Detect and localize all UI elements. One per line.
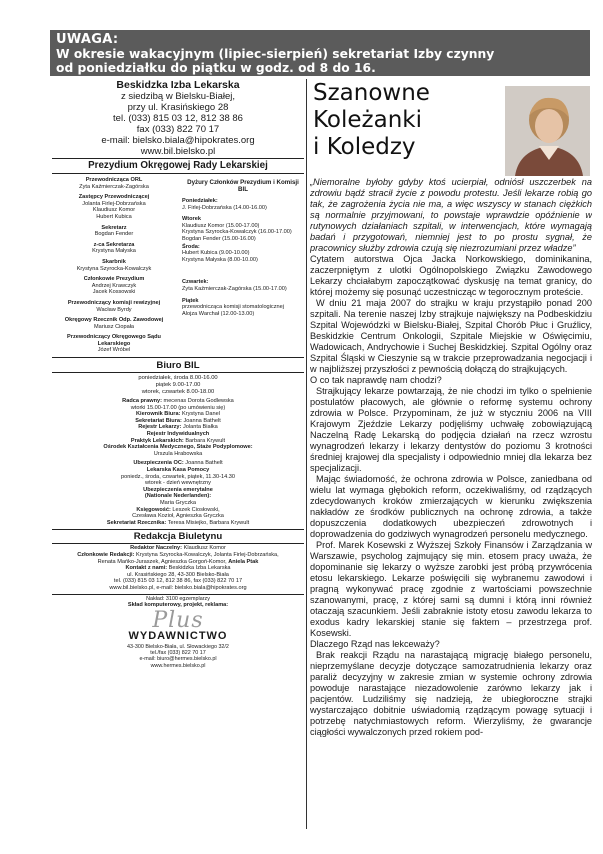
org-fax: fax (033) 822 70 17: [136, 124, 220, 135]
role-name: Mariusz Ciopała: [93, 323, 135, 330]
duty-entry: Bogdan Fender (15.00-16.00): [182, 235, 256, 242]
role-name: Zyta Kaźmierczak-Zagórska: [79, 183, 149, 190]
biuro-hours: [52, 375, 304, 396]
red-value[interactable]: www.bil.bielsko.pl, e-mail: bielsko.biala@hipokrates.org: [109, 584, 247, 591]
red-label: Członkowie Redakcji:: [77, 551, 135, 558]
notice-line-1: W okresie wakacyjnym (lipiec-sierpień) sekretariat Izby czynny: [56, 47, 495, 61]
staff-value: Maria Gryczka: [159, 499, 197, 506]
staff-label: Praktyk Lekarskich:: [130, 437, 184, 444]
staff-label: Rejestr Indywidualnych: [146, 431, 210, 438]
headline-line: Szanowne: [313, 80, 430, 106]
divider: [52, 173, 304, 174]
role-label: Członkowie Prezydium: [83, 276, 145, 283]
role-name: Józef Wróbel: [97, 347, 131, 354]
divider: [52, 372, 304, 373]
role-label: Przewodniczący Okręgowego Sądu Lekarskiego: [67, 334, 161, 347]
duty-entry: Krystyna Małyska (8.00-10.00): [182, 256, 258, 263]
duty-entry: Hubert Kubica (9.00-10.00): [182, 250, 250, 257]
red-value: Klaudiusz Komor: [183, 545, 226, 552]
article-paragraph: W dniu 21 maja 2007 do strajku w kraju przystąpiło ponad 200 szpitali. Na terenie naszej Izby strajkuje największy na Podbeskidziu Szpital Wojewódzki w Bielsku-Białej, Szpital Chorób Płuc i Gruźlicy, Beskidzkie Centrum Onkologii, Szpitale Miejskie w Oświęcimiu, Wadowicach, Andrychowie i Suchej Beskidzkiej. Szpital Ogólny oraz Szpital Śląski w Cieszynie są w trakcie przeprowadzania negocjacji i w najbliższej przyszłości z pewnością dołączą do strajkujących.: [310, 298, 592, 374]
role-name: Andrzej Krawczyk: [91, 282, 137, 289]
staff-label: Ośrodek Kształcenia Medycznego, Staże Podyplomowe:: [103, 444, 253, 451]
red-label: Kontakt z nami:: [125, 565, 168, 572]
article-paragraph: Prof. Marek Kosewski z Wyższej Szkoły Finansów i Zarządzania w Warszawie, psycholog zajmujący się min. etosem pracy uważa, że dopominanie się lekarzy o wyższe zarobki jest próbą przywrócenia etosu lekarskiego. Lekarze poświęcili się wybranemu zawodowi i pragną wykonywać pracę zgodnie z wartościami powszechnie szanowanymi, pracę, z której sami są dumni i którą inni również otaczają szacunkiem. Jeśli zabraknie istoty etosu zawodu lekarza to exodus kadry lekarskiej stanie się faktem – przestrzega prof. Kosewski.: [310, 540, 592, 638]
hours-line: piątek 9.00-17.00: [155, 382, 201, 389]
divider: [52, 543, 304, 544]
duty-day: Środa:: [182, 243, 200, 250]
role-label: Skarbnik: [102, 258, 126, 265]
duty-entry: J. Firlej-Dobrzańska (14.00-16.00): [182, 204, 267, 211]
staff-value: Krystyna Danel: [182, 411, 220, 418]
red-value-bold: Aniela Ptak: [228, 558, 259, 565]
logo-plus: Plus: [152, 607, 204, 633]
role-name: Klaudiusz Komor: [92, 207, 136, 214]
staff-label: Ubezpieczenia emerytalne: [143, 486, 213, 493]
article-question: O co tak naprawdę nam chodzi?: [310, 375, 442, 385]
red-value: Krystyna Szyrocka-Kowalczyk, Jolanta Firlej-Dobrzańska,: [136, 551, 279, 558]
article-body: [310, 177, 592, 832]
role-label: Przewodnicząca ORL: [85, 177, 143, 183]
staff-label: Ubezpieczenia OC:: [133, 460, 184, 467]
biuro-title: Biuro BIL: [156, 360, 200, 372]
org-street: przy ul. Krasińskiego 28: [127, 102, 229, 113]
staff-label: Księgowość:: [136, 506, 171, 513]
article-quote: „Niemoralne byłoby gdyby ktoś ucierpiał, odniósł uszczerbek na zdrowiu bądź stracił życie z powodu protestu. Jeśli lekarze robią go tak, że zagrożenia życia nie ma, a więc wszyscy w stanach ciężkich są normalnie przyjmowani, to powstaje wprawdzie opóźnienie w rutynowych działaniach szpitali, w interwencjach, które wymagają badań i przygotowań, niemniej jest to po prostu sygnał, że pracownicy służby zdrowia czują się niezrozumiani przez władze”: [310, 177, 592, 253]
staff-label: Lekarska Kasa Pomocy: [146, 467, 210, 473]
org-tel: tel. (033) 815 03 12, 812 38 86: [113, 113, 243, 124]
duty-day: Poniedziałek:: [182, 198, 218, 204]
role-name: Krystyna Szyrocka-Kowalczyk: [76, 265, 152, 272]
staff-value: mecenas Dorota Godlewska: [163, 398, 234, 405]
red-value: Renata Mańko-Juraszek, Agnieszka Gorgoń-Komor,: [97, 558, 227, 565]
red-value: Beskidzka Izba Lekarska: [168, 565, 231, 572]
role-name: Hubert Kubica: [96, 213, 132, 220]
staff-value: Joanna Bathelt: [185, 460, 223, 467]
article-paragraph: Strajkujący lekarze powtarzają, że nie chodzi im tylko o spełnienie postulatów płacowych, ale głównie o reformę systemu ochrony zdrowia w Polsce. Przypominam, że już w styczniu 2006 na VIII Krajowym Zjeździe Lekarzy podjęliśmy uchwałę zobowiązującą Naczelną Radę Lekarską do podjęcia działań na rzecz wzrostu wynagrodzeń lekarzy i lekarzy dentystów do poziomu 3 krotności średniej krajowej dla specjalisty i odpowiednio mniej dla lekarza bez specjalizacji.: [310, 386, 592, 473]
staff-hours: wtorek - dzień wewnętrzny: [145, 480, 211, 487]
duty-entry: Klaudiusz Komor (15.00-17.00): [182, 222, 260, 229]
red-value: ul. Krasińskiego 28, 43-300 Bielsko-Biała: [127, 571, 229, 578]
author-photo: [505, 86, 590, 176]
staff-label: (Nationale Nederlanden):: [144, 493, 212, 500]
divider: [52, 158, 304, 159]
role-name: Bogdan Fender: [94, 231, 134, 238]
role-label: Sekretarz: [101, 224, 127, 231]
article-headline: [313, 80, 493, 161]
duty-entry: Krystyna Szyrocka-Kowalczyk (16.00-17.00): [182, 229, 292, 236]
duty-day: Czwartek:: [182, 279, 209, 286]
publisher-telfax: tel./fax (033) 822 70 17: [150, 649, 206, 656]
duty-day: Piątek: [182, 297, 199, 304]
article-question: Dlaczego Rząd nas lekceważy?: [310, 639, 440, 649]
redakcja-info: [52, 545, 304, 591]
role-name: Jolanta Firlej-Dobrzańska: [82, 200, 146, 207]
notice-line-2: od poniedziałku do piątku w godz. od 8 do 16.: [56, 61, 376, 75]
notice-title: UWAGA:: [56, 32, 119, 47]
staff-value: Barbara Krywult: [185, 437, 226, 444]
duty-entry: Alojza Warchał (12.00-13.00): [182, 310, 255, 317]
hours-line: wtorek, czwartek 8.00-18.00: [141, 389, 215, 396]
staff-value: Leszek Ciosłowski,: [172, 506, 220, 513]
staff-value: Czesława Kozioł, Agnieszka Gryczka: [132, 513, 224, 520]
role-label: Okręgowy Rzecznik Odp. Zawodowej: [64, 317, 164, 324]
duty-day: Wtorek: [182, 216, 201, 223]
staff-value: Teresa Misiejko, Barbara Krywult: [167, 519, 250, 526]
staff-label: Sekretariat Rzecznika:: [106, 519, 167, 526]
headline-line: Koleżanki: [313, 107, 423, 133]
staff-label: Sekretariat Biura:: [135, 417, 182, 424]
publisher-www[interactable]: www.hermes.bielsko.pl: [150, 662, 206, 669]
logo-word: WYDAWNICTWO: [128, 629, 228, 642]
staff-label: Kierownik Biura:: [136, 411, 181, 418]
left-column: [52, 79, 304, 779]
role-name: Krystyna Małyska: [92, 248, 136, 255]
red-value: tel. (033) 815 03 12, 812 38 86, fax (033) 822 70 17: [113, 578, 243, 585]
column-divider: [306, 79, 307, 829]
publisher-logo: [108, 607, 248, 642]
duty-entry: przewodnicząca komisji stomatologicznej: [182, 304, 284, 311]
publisher-email[interactable]: e-mail: biuro@hermes.bielsko.pl: [139, 656, 217, 663]
article-paragraph: Mając świadomość, że ochrona zdrowia w Polsce, zaniedbana od wielu lat wymaga głębokich reform, oczekiwaliśmy, od rządzących zdecydowanych kroków zmierzających w kierunku zwiększenia nakładów ze środków publicznych na ochronę zdrowia, a także dopuszczenia dodatkowych ubezpieczeń zdrowotnych i doprowadzenia do godziwych wynagrodzeń personelu medycznego.: [310, 474, 592, 539]
role-name: Jacek Kossowski: [92, 289, 136, 296]
role-label: z-ca Sekretarza: [93, 241, 135, 248]
article-paragraph: Cytatem autorstwa Ojca Jacka Norkowskiego, dominikanina, zaczerpniętym z ulotki Ogólnopolskiego Związku Zawodowego Lekarzy chciałabym zapoczątkować dyskusję na temat granicy, do której możemy się posunąć uczestnicząc w tegorocznym proteście.: [310, 254, 592, 297]
hours-line: poniedziałek, środa 8.00-16.00: [138, 375, 218, 382]
publisher-addr: 43-300 Bielsko-Biała, ul. Słowackiego 32/2: [127, 643, 229, 650]
red-label: Redaktor Naczelny:: [130, 545, 183, 552]
duty-schedule: [176, 177, 304, 354]
headline-line: i Koledzy: [313, 134, 416, 160]
staff-value: Urszula Hrabowska: [153, 450, 203, 457]
presidium-roles: [52, 177, 176, 354]
staff-value: Jolanta Białka: [182, 424, 218, 431]
staff-label: Rejestr Lekarzy:: [138, 424, 182, 431]
presidium-columns: [52, 177, 304, 354]
staff-value: Joanna Bathelt: [183, 417, 221, 424]
staff-hours: wtorki 15.00-17.00 (po umówieniu się): [130, 404, 226, 411]
sklad-label: Skład komputerowy, projekt, reklama:: [127, 601, 229, 608]
staff-hours: poniedz., środa, czwartek, piątek, 11.30-14.30: [120, 473, 235, 480]
org-seat: z siedzibą w Bielsku-Białej,: [120, 91, 236, 102]
redakcja-title: Redakcja Biuletynu: [133, 531, 223, 543]
org-name: Beskidzka Izba Lekarska: [116, 79, 240, 91]
vacation-notice-banner: [50, 30, 590, 76]
role-label: Zastępcy Przewodniczącej: [78, 194, 150, 201]
duty-title: Dyżury Członków Prezydium i Komisji BIL: [187, 179, 299, 193]
divider: [52, 594, 304, 595]
org-www[interactable]: www.bil.bielsko.pl: [140, 146, 216, 157]
duty-entry: Zyta Kaźmierczak-Zagórska (15.00-17.00): [182, 285, 287, 292]
org-email[interactable]: e-mail: bielsko.biala@hipokrates.org: [101, 135, 255, 146]
divider: [52, 357, 304, 358]
role-label: Przewodniczący komisji rewizyjnej: [67, 299, 161, 306]
staff-label: Radca prawny:: [122, 398, 162, 405]
article-paragraph: Brak reakcji Rządu na narastającą migrację białego personelu, nieprzemyślane decyzje dotyczące samozatrudnienia lekarzy oraz paraliż decyzyjny w zakresie zmian w systemie ochrony zdrowia powoduje narastające niezadowolenie zarówno lekarzy jak i pacjentów. Ludziliśmy się nadzieją, że ubiegłoroczne strajki wystarczająco dobitnie uświadomią rządzącym powagę sytuacji i potrzebę natychmiastowych reform. Wierzyliśmy, że gwarancje ciągłości wywalczonych przed rokiem pod-: [310, 650, 592, 737]
role-name: Wacław Byrdy: [96, 306, 132, 313]
presidium-title: Prezydium Okręgowej Rady Lekarskiej: [88, 160, 268, 171]
biuro-staff: [52, 398, 304, 526]
divider: [52, 529, 304, 530]
naklad: Nakład: 3100 egzemplarzy: [146, 595, 210, 602]
